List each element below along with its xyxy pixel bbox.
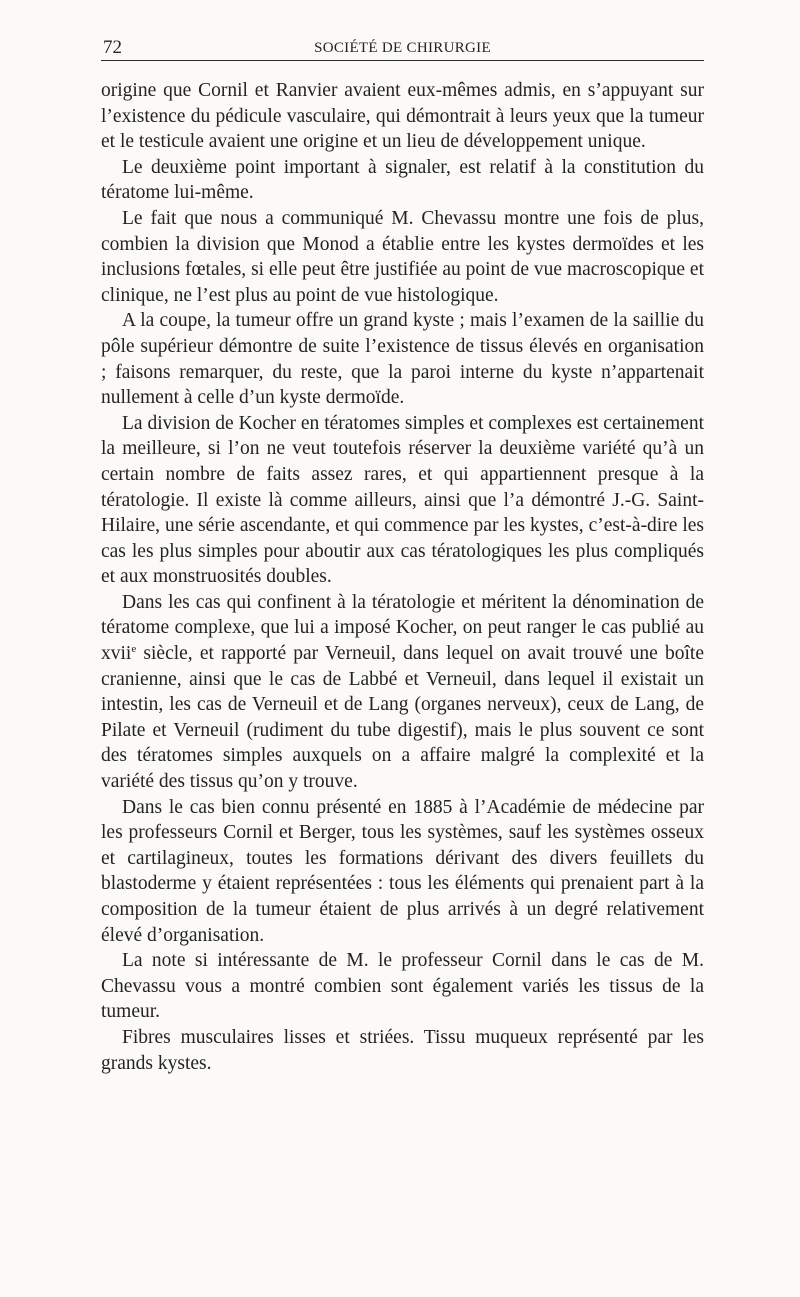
century-numeral: xvii [101,643,132,665]
book-page [101,34,704,1076]
page-number: 72 [103,37,122,58]
body-text [101,78,704,1076]
paragraph-4: A la coupe, la tumeur offre un grand kyste ; mais l’examen de la saillie du pôle supérieur démontre de suite l’existence de tissus élevés en organisation ; faisons remarquer, du reste, que la paroi interne du kyste n’appartenait nullement à celle d’un kyste dermoïde. [101,310,704,409]
century-superscript: e [131,643,137,656]
paragraph-6-part-1: Dans les cas qui confinent à la tératologie et méritent la dénomination de tératome complexe, que lui a imposé Kocher, on peut ranger le cas publié au [101,591,704,639]
running-header [101,34,704,61]
paragraph-5: La division de Kocher en tératomes simples et complexes est certainement la meilleure, si l’on ne veut toutefois réserver la deuxième variété qu’à un certain nombre de faits assez rares, et qui appartiennent presque à la tératologie. Il existe là comme ailleurs, ainsi que l’a démontré J.-G. Saint-Hilaire, une série ascendante, et qui commence par les kystes, c’est-à-dire les cas les plus simples pour aboutir aux cas tératologiques les plus compliqués et aux monstruosités doubles. [101,412,704,588]
paragraph-6 [101,590,704,795]
paragraph-7: Dans le cas bien connu présenté en 1885 à l’Académie de médecine par les professeurs Cornil et Berger, tous les systèmes, sauf les systèmes osseux et cartilagineux, toutes les formations dérivant des divers feuillets du blastoderme y étaient représentées : tous les éléments qui prenaient part à la composition de la tumeur étaient de plus arrivés à un degré relativement élevé d’organisation. [101,796,704,946]
paragraph-9: Fibres musculaires lisses et striées. Tissu muqueux représenté par les grands kystes. [101,1026,704,1074]
paragraph-2: Le deuxième point important à signaler, est relatif à la constitution du tératome lui-même. [101,156,704,204]
paragraph-3: Le fait que nous a communiqué M. Chevassu montre une fois de plus, combien la division que Monod a établie entre les kystes dermoïdes et les inclusions fœtales, si elle peut être justifiée au point de vue macroscopique et clinique, ne l’est plus au point de vue histologique. [101,207,704,306]
paragraph-6-part-2: siècle, et rapporté par Verneuil, dans lequel on avait trouvé une boîte cranienne, ainsi que le cas de Labbé et Verneuil, dans lequel il existait un intestin, les cas de Verneuil et de Lang (organes nerveux), ceux de Lang, de Pilate et Verneuil (rudiment du tube digestif), mais le plus souvent ce sont des tératomes simples auxquels on a affaire malgré la complexité et la variété des tissus qu’on y trouve. [101,643,704,793]
paragraph-1: origine que Cornil et Ranvier avaient eux-mêmes admis, en s’appuyant sur l’existence du pédicule vasculaire, qui démontrait à leurs yeux que la tumeur et le testicule avaient une origine et un lieu de développement unique. [101,80,704,153]
paragraph-8: La note si intéressante de M. le professeur Cornil dans le cas de M. Chevassu vous a montré combien sont également variés les tissus de la tumeur. [101,950,704,1023]
running-title: SOCIÉTÉ DE CHIRURGIE [314,40,491,56]
